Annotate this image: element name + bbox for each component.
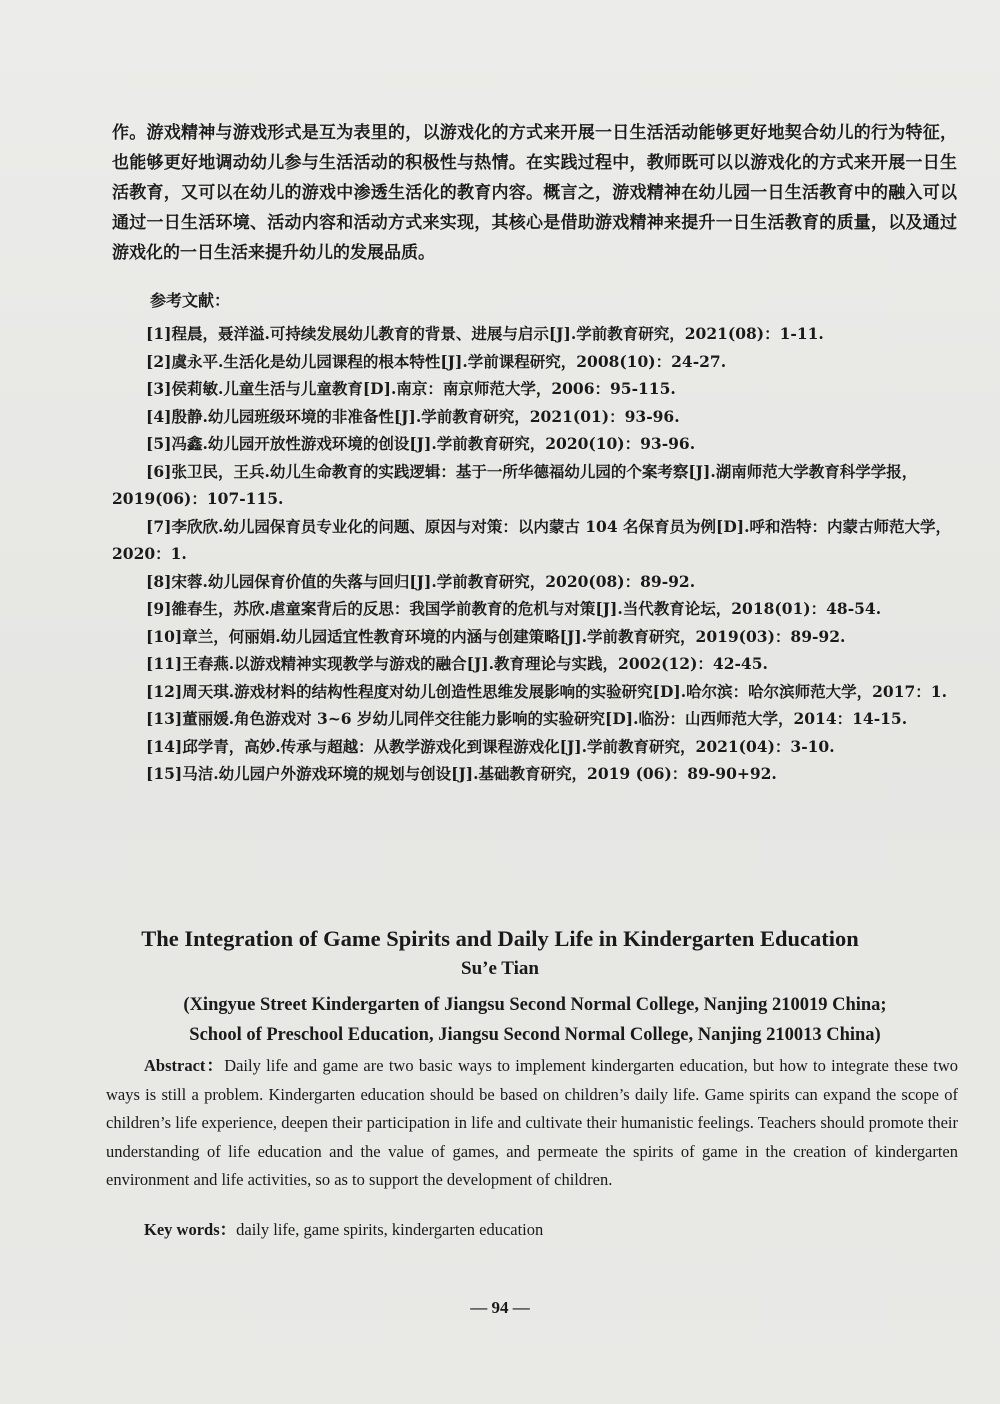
reference-item: [7]李欣欣.幼儿园保育员专业化的问题、原因与对策：以内蒙古 104 名保育员为例[D].呼和浩特：内蒙古师范大学，2020：1.	[112, 516, 952, 563]
english-author: Su’e Tian	[461, 958, 539, 979]
reference-item: [4]殷静.幼儿园班级环境的非准备性[J].学前教育研究，2021(01)：93-96.	[146, 406, 680, 426]
reference-item: [14]邱学青，高妙.传承与超越：从教学游戏化到课程游戏化[J].学前教育研究，2021(04)：3-10.	[146, 736, 835, 756]
abstract-text: Daily life and game are two basic ways to implement kindergarten education, but how to integrate these two ways is still a problem. Kindergarten education should be based on children’s daily life. Game spirits can expand the scope of children’s life experience, deepen their participation in life and cultivate their humanistic feelings. Teachers should promote their understanding of life education and the value of games, and permeate the spirits of game in the creation of kindergarten environment and life activities, so as to support the development of children.	[106, 1056, 959, 1189]
keywords-text: daily life, game spirits, kindergarten education	[236, 1220, 544, 1239]
reference-item: [1]程晨，聂洋溢.可持续发展幼儿教育的背景、进展与启示[J].学前教育研究，2021(08)：1-11.	[146, 324, 824, 343]
english-keywords	[144, 1216, 543, 1240]
reference-item: [10]章兰，何丽娟.幼儿园适宜性教育环境的内涵与创建策略[J].学前教育研究，2019(03)：89-92.	[146, 626, 846, 646]
references-title: 参考文献：	[150, 291, 231, 310]
affiliation-line: (Xingyue Street Kindergarten of Jiangsu Second Normal College, Nanjing 210019 China;	[183, 995, 887, 1015]
body-paragraph	[112, 118, 957, 268]
english-abstract	[106, 1052, 958, 1195]
reference-item: [11]王春燕.以游戏精神实现教学与游戏的融合[J].教育理论与实践，2002(12)：42-45.	[146, 654, 768, 673]
affiliation-line: School of Preschool Education, Jiangsu Second Normal College, Nanjing 210013 China)	[189, 1025, 881, 1045]
reference-item: [8]宋蓉.幼儿园保育价值的失落与回归[J].学前教育研究，2020(08)：89-92.	[146, 571, 696, 591]
body-paragraph-text: 作。游戏精神与游戏形式是互为表里的，以游戏化的方式来开展一日生活活动能够更好地契合幼儿的行为特征，也能够更好地调动幼儿参与生活活动的积极性与热情。在实践过程中，教师既可以以游戏化的方式来开展一日生活教育，又可以在幼儿的游戏中渗透生活化的教育内容。概言之，游戏精神在幼儿园一日生活教育中的融入可以通过一日生活环境、活动内容和活动方式来实现，其核心是借助游戏精神来提升一日生活教育的质量，以及通过游戏化的一日生活来提升幼儿的发展品质。	[112, 123, 957, 263]
reference-item: [12]周天琪.游戏材料的结构性程度对幼儿创造性思维发展影响的实验研究[D].哈尔滨：哈尔滨师范大学，2017：1.	[146, 681, 947, 701]
keywords-label: Key words：	[144, 1220, 237, 1239]
reference-item: [15]马洁.幼儿园户外游戏环境的规划与创设[J].基础教育研究，2019 (06)：89-90+92.	[146, 764, 777, 783]
reference-item: [3]侯莉敏.儿童生活与儿童教育[D].南京：南京师范大学，2006：95-115.	[146, 379, 676, 398]
reference-item: [5]冯鑫.幼儿园开放性游戏环境的创设[J].学前教育研究，2020(10)：93-96.	[146, 434, 696, 453]
reference-item: [2]虞永平.生活化是幼儿园课程的根本特性[J].学前课程研究，2008(10)：24-27.	[146, 351, 727, 371]
english-title: The Integration of Game Spirits and Daily Life in Kindergarten Education	[141, 926, 859, 951]
reference-item: [9]雒春生，苏欣.虐童案背后的反思：我国学前教育的危机与对策[J].当代教育论坛，2018(01)：48-54.	[146, 599, 882, 618]
english-affiliation	[110, 990, 960, 1050]
abstract-label: Abstract：	[144, 1056, 225, 1075]
page-number: — 94 —	[470, 1298, 530, 1317]
reference-item: [6]张卫民，王兵.幼儿生命教育的实践逻辑：基于一所华德福幼儿园的个案考察[J].湖南师范大学教育科学学报，2019(06)：107-115.	[112, 461, 918, 508]
reference-item: [13]董丽媛.角色游戏对 3~6 岁幼儿同伴交往能力影响的实验研究[D].临汾：山西师范大学，2014：14-15.	[146, 709, 908, 728]
reference-list	[112, 320, 957, 788]
